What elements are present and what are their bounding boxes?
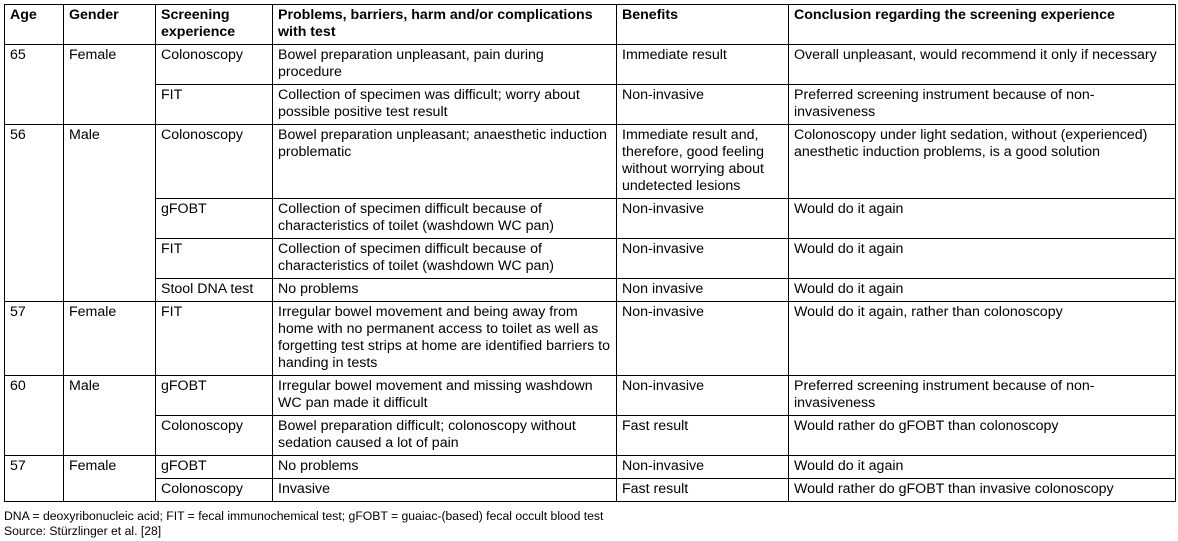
- gender-cell: Female: [64, 456, 156, 502]
- age-cell: 56: [5, 125, 64, 302]
- problems-cell: No problems: [273, 456, 617, 479]
- benefits-cell: Immediate result and, therefore, good feeling without worrying about undetected lesions: [617, 125, 789, 199]
- table-row: [5, 376, 1176, 416]
- table-row: [5, 302, 1176, 376]
- experience-cell: gFOBT: [156, 376, 273, 416]
- source-footnote: Source: Stürzlinger et al. [28]: [4, 524, 162, 538]
- experience-cell: FIT: [156, 239, 273, 279]
- screening-experience-table: [4, 4, 1176, 502]
- benefits-cell: Non-invasive: [617, 199, 789, 239]
- table-row: [5, 416, 1176, 456]
- benefits-cell: Non invasive: [617, 279, 789, 302]
- problems-cell: Bowel preparation unpleasant; anaesthetic induction problematic: [273, 125, 617, 199]
- experience-cell: Colonoscopy: [156, 45, 273, 85]
- problems-cell: Bowel preparation unpleasant, pain during procedure: [273, 45, 617, 85]
- conclusion-cell: Would do it again, rather than colonoscopy: [789, 302, 1176, 376]
- header-screening-experience: Screening experience: [156, 5, 273, 45]
- table-row: [5, 45, 1176, 85]
- problems-cell: Invasive: [273, 479, 617, 502]
- problems-cell: Irregular bowel movement and being away from home with no permanent access to toilet as well as forgetting test strips at home are identified barriers to handing in tests: [273, 302, 617, 376]
- conclusion-cell: Would do it again: [789, 279, 1176, 302]
- conclusion-cell: Colonoscopy under light sedation, without (experienced) anesthetic induction problems, is a good solution: [789, 125, 1176, 199]
- gender-cell: Female: [64, 302, 156, 376]
- experience-cell: Colonoscopy: [156, 125, 273, 199]
- gender-cell: Male: [64, 376, 156, 456]
- conclusion-cell: Would do it again: [789, 199, 1176, 239]
- table-row: [5, 85, 1176, 125]
- problems-cell: Collection of specimen difficult because of characteristics of toilet (washdown WC pan): [273, 239, 617, 279]
- benefits-cell: Non-invasive: [617, 456, 789, 479]
- conclusion-cell: Would rather do gFOBT than colonoscopy: [789, 416, 1176, 456]
- benefits-cell: Non-invasive: [617, 85, 789, 125]
- experience-cell: gFOBT: [156, 199, 273, 239]
- table-row: [5, 239, 1176, 279]
- experience-cell: gFOBT: [156, 456, 273, 479]
- experience-cell: FIT: [156, 85, 273, 125]
- conclusion-cell: Overall unpleasant, would recommend it only if necessary: [789, 45, 1176, 85]
- conclusion-cell: Would rather do gFOBT than invasive colonoscopy: [789, 479, 1176, 502]
- benefits-cell: Immediate result: [617, 45, 789, 85]
- conclusion-cell: Preferred screening instrument because of non-invasiveness: [789, 376, 1176, 416]
- header-gender: Gender: [64, 5, 156, 45]
- experience-cell: Colonoscopy: [156, 479, 273, 502]
- conclusion-cell: Would do it again: [789, 456, 1176, 479]
- benefits-cell: Fast result: [617, 416, 789, 456]
- age-cell: 60: [5, 376, 64, 456]
- problems-cell: Irregular bowel movement and missing washdown WC pan made it difficult: [273, 376, 617, 416]
- header-age: Age: [5, 5, 64, 45]
- age-cell: 57: [5, 302, 64, 376]
- header-problems: Problems, barriers, harm and/or complications with test: [273, 5, 617, 45]
- table-row: [5, 199, 1176, 239]
- age-cell: 65: [5, 45, 64, 125]
- gender-cell: Male: [64, 125, 156, 302]
- benefits-cell: Non-invasive: [617, 376, 789, 416]
- age-cell: 57: [5, 456, 64, 502]
- problems-cell: Bowel preparation difficult; colonoscopy without sedation caused a lot of pain: [273, 416, 617, 456]
- table-row: [5, 279, 1176, 302]
- header-conclusion: Conclusion regarding the screening experience: [789, 5, 1176, 45]
- problems-cell: Collection of specimen was difficult; worry about possible positive test result: [273, 85, 617, 125]
- table-row: [5, 479, 1176, 502]
- abbreviations-footnote: DNA = deoxyribonucleic acid; FIT = fecal immunochemical test; gFOBT = guaiac-(based) fecal occult blood test: [4, 509, 604, 523]
- problems-cell: Collection of specimen difficult because of characteristics of toilet (washdown WC pan): [273, 199, 617, 239]
- benefits-cell: Non-invasive: [617, 239, 789, 279]
- experience-cell: Colonoscopy: [156, 416, 273, 456]
- problems-cell: No problems: [273, 279, 617, 302]
- gender-cell: Female: [64, 45, 156, 125]
- conclusion-cell: Would do it again: [789, 239, 1176, 279]
- table-header-row: [5, 5, 1176, 45]
- table-row: [5, 456, 1176, 479]
- conclusion-cell: Preferred screening instrument because of non-invasiveness: [789, 85, 1176, 125]
- table-row: [5, 125, 1176, 199]
- benefits-cell: Fast result: [617, 479, 789, 502]
- experience-cell: FIT: [156, 302, 273, 376]
- header-benefits: Benefits: [617, 5, 789, 45]
- benefits-cell: Non-invasive: [617, 302, 789, 376]
- experience-cell: Stool DNA test: [156, 279, 273, 302]
